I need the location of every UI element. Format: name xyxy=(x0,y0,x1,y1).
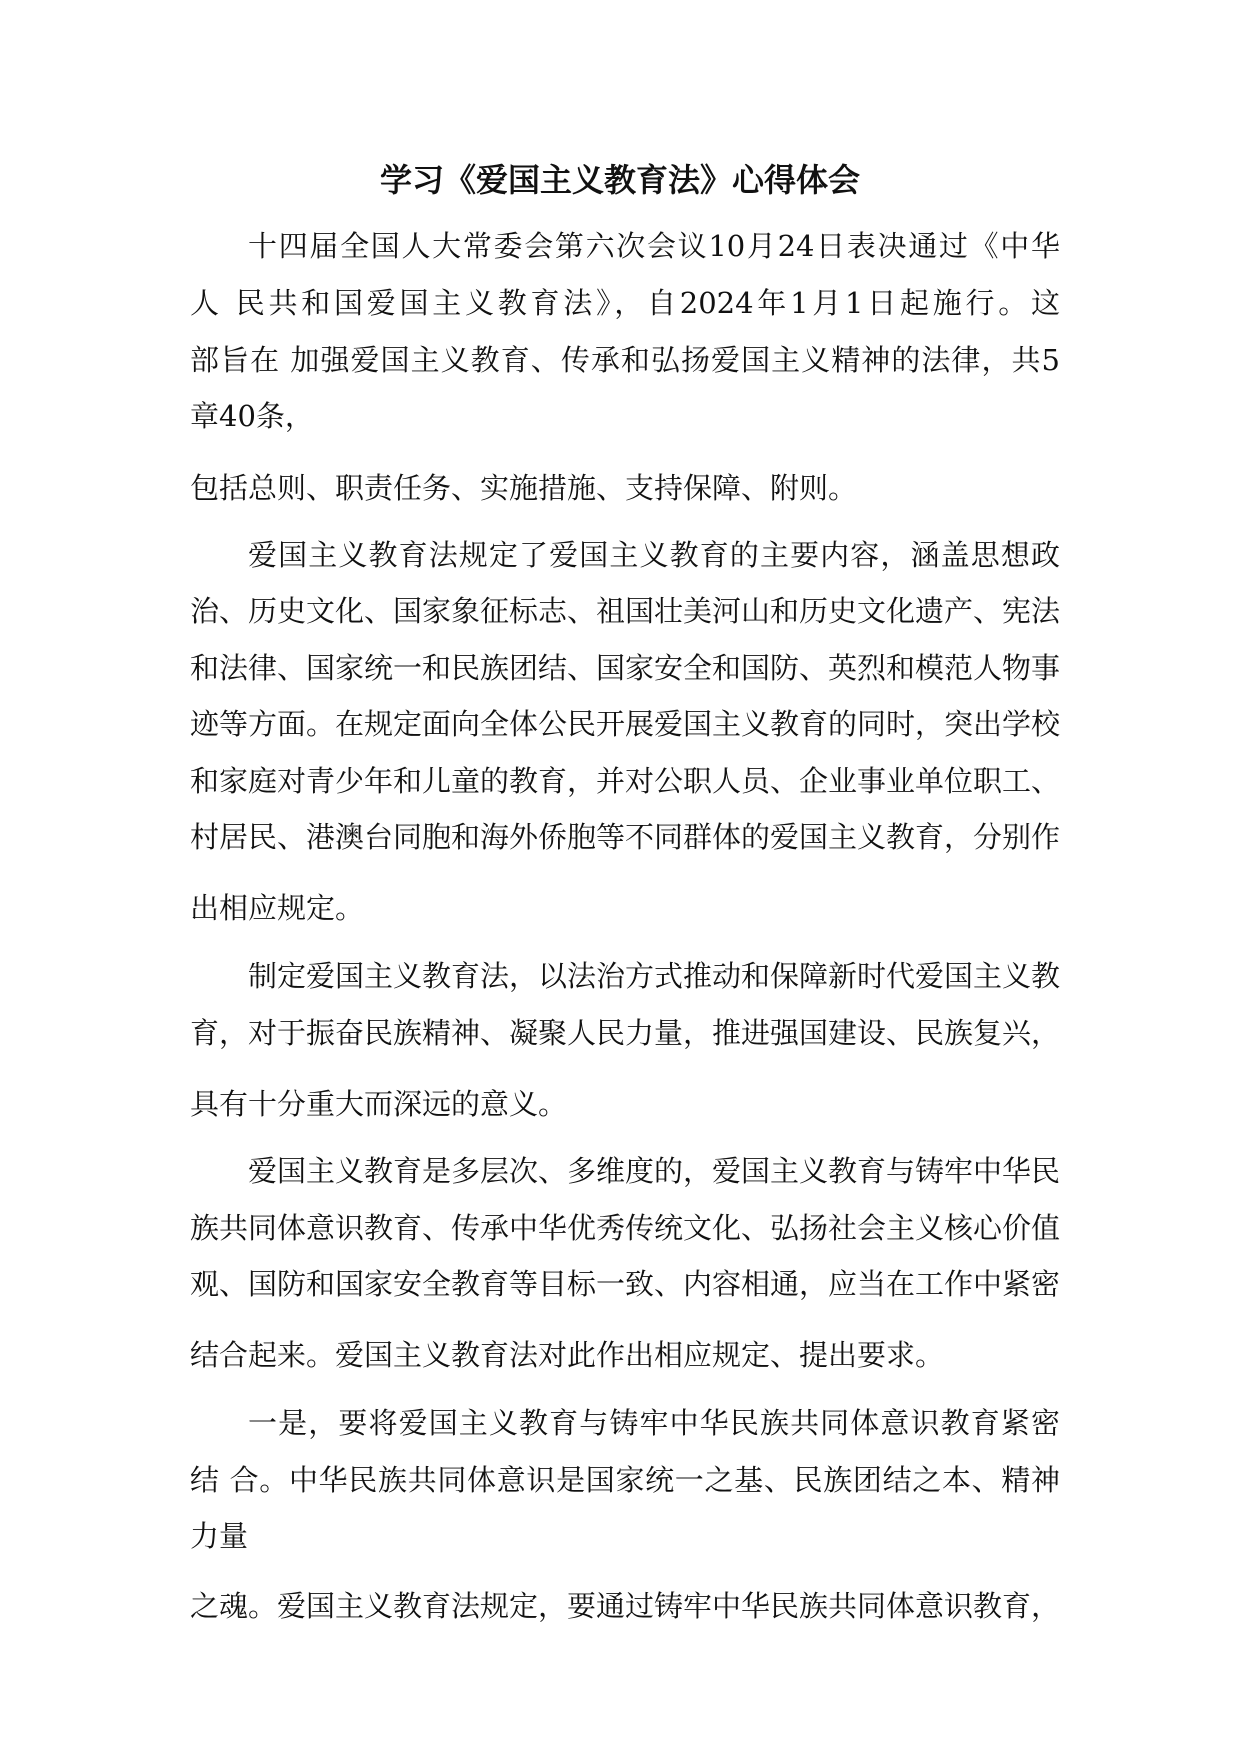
paragraph-line: 观、国防和国家安全教育等目标一致、内容相通，应当在工作中紧密 xyxy=(190,1267,1061,1301)
document-title: 学习《爱国主义教育法》心得体会 xyxy=(379,161,860,199)
paragraph-line: 一是，要将爱国主义教育与铸牢中华民族共同体意识教育紧密 xyxy=(248,1406,1060,1440)
paragraph-line: 制定爱国主义教育法，以法治方式推动和保障新时代爱国主义教 xyxy=(248,959,1061,993)
paragraph-line: 族共同体意识教育、传承中华优秀传统文化、弘扬社会主义核心价值 xyxy=(190,1211,1061,1245)
paragraph-line: 包括总则、职责任务、实施措施、支持保障、附则。 xyxy=(190,471,858,505)
paragraph-line: 之魂。爱国主义教育法规定，要通过铸牢中华民族共同体意识教育， xyxy=(190,1589,1061,1623)
paragraph-line: 部旨在 加强爱国主义教育、传承和弘扬爱国主义精神的法律，共5 xyxy=(190,343,1060,377)
paragraph-line: 爱国主义教育法规定了爱国主义教育的主要内容，涵盖思想政 xyxy=(248,538,1060,572)
paragraph-line: 结 合。中华民族共同体意识是国家统一之基、民族团结之本、精神 xyxy=(190,1463,1060,1497)
paragraph-line: 治、历史文化、国家象征标志、祖国壮美河山和历史文化遗产、宪法 xyxy=(190,594,1061,628)
paragraph-line: 十四届全国人大常委会第六次会议10月24日表决通过《中华 xyxy=(248,229,1060,263)
paragraph-line: 和法律、国家统一和民族团结、国家安全和国防、英烈和模范人物事 xyxy=(190,651,1061,685)
paragraph-line: 和家庭对青少年和儿童的教育，并对公职人员、企业事业单位职工、 xyxy=(190,764,1061,798)
paragraph-line: 迹等方面。在规定面向全体公民开展爱国主义教育的同时，突出学校 xyxy=(190,707,1061,741)
paragraph-line: 力量 xyxy=(190,1519,249,1553)
paragraph-line: 出相应规定。 xyxy=(190,891,365,925)
paragraph-line: 爱国主义教育是多层次、多维度的，爱国主义教育与铸牢中华民 xyxy=(248,1154,1061,1188)
paragraph-line: 人 民共和国爱国主义教育法》，自2024年1月1日起施行。这 xyxy=(190,286,1060,320)
paragraph-line: 村居民、港澳台同胞和海外侨胞等不同群体的爱国主义教育，分别作 xyxy=(190,820,1061,854)
paragraph-line: 章40条， xyxy=(190,399,314,433)
paragraph-line: 结合起来。爱国主义教育法对此作出相应规定、提出要求。 xyxy=(190,1338,945,1372)
paragraph-line: 具有十分重大而深远的意义。 xyxy=(190,1087,568,1121)
paragraph-line: 育，对于振奋民族精神、凝聚人民力量，推进强国建设、民族复兴， xyxy=(190,1016,1061,1050)
